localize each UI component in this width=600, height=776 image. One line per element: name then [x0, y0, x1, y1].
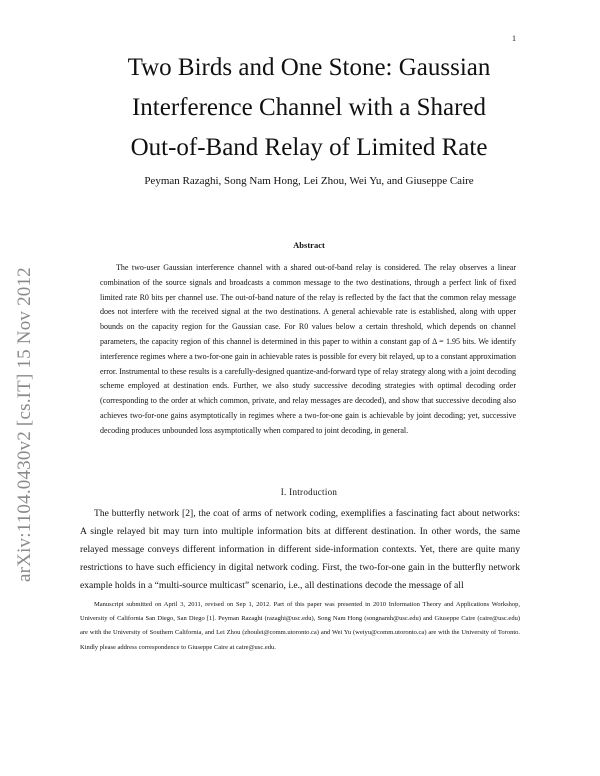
- paper-title: [96, 48, 522, 168]
- title-line: Interference Channel with a Shared: [131, 94, 486, 121]
- arxiv-stamp: arXiv:1104.0430v2 [cs.IT] 15 Nov 2012: [14, 267, 35, 582]
- author-list: Peyman Razaghi, Song Nam Hong, Lei Zhou, Wei Yu, and Giuseppe Caire: [144, 175, 474, 187]
- title-line: Out-of-Band Relay of Limited Rate: [130, 134, 488, 161]
- section-heading-introduction: I. Introduction: [280, 487, 338, 497]
- abstract-text: The two-user Gaussian interference channel with a shared out-of-band relay is considered. The relay observes a linear combination of the source signals and broadcasts a common message to the two destinations, through a perfect link of fixed limited rate R0 bits per channel use. The out-of-band nature of the relay is reflected by the fact that the common relay message does not interfere with the received signal at the two destinations. A general achievable rate is established, along with upper bounds on the capacity region for the Gaussian case. For R0 values below a certain threshold, which depends on channel parameters, the capacity region of this channel is determined in this paper to within a constant gap of Δ = 1.95 bits. We identify interference regimes where a two-for-one gain in achievable rates is possible for every bit relayed, up to a constant approximation error. Instrumental to these results is a carefully-designed quantize-and-forward type of relay strategy along with a joint decoding scheme employed at destination ends. Further, we also study successive decoding strategies with optimal decoding order (corresponding to the order at which common, private, and relay messages are decoded), and show that successive decoding also achieves two-for-one gains asymptotically in regimes where a two-for-one gain is achievable by joint decoding; yet, successive decoding produces unbounded loss asymptotically when compared to joint decoding, in general.: [100, 263, 516, 435]
- abstract-heading: Abstract: [293, 240, 325, 250]
- introduction-paragraph: The butterfly network [2], the coat of arms of network coding, exemplifies a fascinating fact about networks: A single relayed bit may turn into multiple information bits at different destination. In other words, the same relayed message conveys different information in different side-information contexts. Yet, there are quite many restrictions to have such efficiency in digital network coding. First, the two-for-one gain in the butterfly network example holds in a “multi-source multicast” scenario, i.e., all destinations decode the message of all: [80, 508, 520, 591]
- title-line: Two Birds and One Stone: Gaussian: [127, 54, 491, 81]
- page-number: 1: [512, 34, 516, 43]
- footnote: Manuscript submitted on April 3, 2011, revised on Sep 1, 2012. Part of this paper was presented in 2010 Information Theory and Applications Workshop, University of California San Diego, San Diego [1]. Peyman Razaghi (razaghi@usc.edu), Song Nam Hong (songnamh@usc.edu) and Giuseppe Caire (caire@usc.edu) are with the University of Southern California, and Lei Zhou (zhoulei@comm.utoronto.ca) and Wei Yu (weiyu@comm.utoronto.ca) are with the University of Toronto. Kindly please address correspondence to Giuseppe Caire at caire@usc.edu.: [80, 601, 520, 651]
